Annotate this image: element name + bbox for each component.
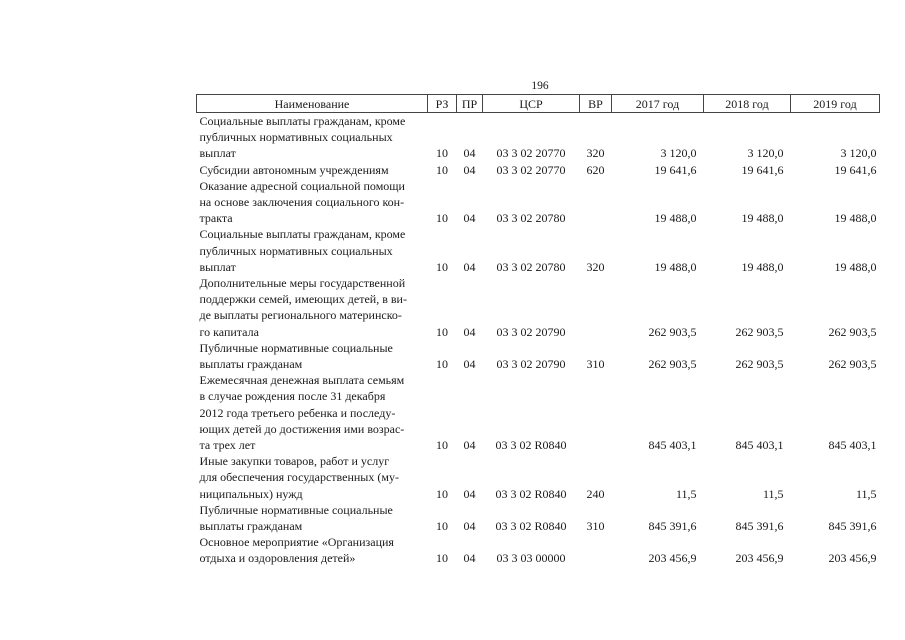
cell-pr: 04 (463, 551, 476, 566)
row-name-line: 2012 года третьего ребенка и последу- (199, 405, 396, 420)
table-row (197, 162, 880, 178)
cell-csr: 03 3 02 R0840 (495, 486, 567, 501)
cell-vr: 320 (586, 259, 605, 274)
cell-2019: 19 488,0 (834, 211, 877, 226)
row-name-line: де выплаты регионального материнско- (199, 308, 402, 323)
table-row (197, 113, 880, 162)
row-name-line: Дополнительные меры государственной (199, 276, 406, 291)
table-row (197, 502, 880, 534)
header-pr: ПР (457, 95, 483, 113)
cell-2018: 262 903,5 (735, 324, 784, 339)
cell-2019: 19 641,6 (834, 162, 877, 177)
cell-pr: 04 (463, 324, 476, 339)
header-csr: ЦСР (483, 95, 580, 113)
header-2018: 2018 год (704, 95, 791, 113)
table-row (197, 453, 880, 502)
row-name-line: Социальные выплаты гражданам, кроме (199, 114, 406, 128)
header-name: Наименование (197, 95, 428, 113)
cell-2018: 3 120,0 (747, 146, 784, 161)
row-name-line: го капитала (199, 324, 259, 339)
cell-2018: 19 488,0 (741, 259, 784, 274)
cell-2019: 11,5 (855, 486, 877, 501)
cell-2019: 19 488,0 (834, 259, 877, 274)
cell-csr: 03 3 02 R0840 (495, 519, 567, 534)
table-row (197, 534, 880, 566)
row-name (197, 162, 428, 178)
row-name-line: Социальные выплаты гражданам, кроме (199, 227, 406, 242)
cell-csr: 03 3 02 R0840 (495, 438, 567, 453)
row-name (197, 534, 428, 566)
cell-pr: 04 (463, 519, 476, 534)
row-name (197, 178, 428, 227)
cell-pr: 04 (463, 259, 476, 274)
row-name-line: Ежемесячная денежная выплата семьям (199, 373, 405, 388)
cell-vr: 310 (586, 357, 605, 372)
cell-rz: 10 (436, 519, 448, 534)
row-name (197, 113, 428, 162)
cell-2018: 845 403,1 (735, 438, 784, 453)
budget-table (196, 94, 880, 567)
cell-vr: 240 (586, 486, 605, 501)
cell-csr: 03 3 03 00000 (496, 551, 566, 566)
table-row (197, 340, 880, 372)
cell-2019: 845 391,6 (828, 519, 877, 534)
row-name-line: поддержки семей, имеющих детей, в ви- (199, 292, 407, 307)
cell-rz: 10 (436, 146, 448, 161)
cell-pr: 04 (463, 211, 476, 226)
row-name-line: Иные закупки товаров, работ и услуг (199, 454, 390, 469)
cell-vr: 310 (586, 519, 605, 534)
table-row (197, 226, 880, 275)
row-name (197, 275, 428, 340)
row-name (197, 226, 428, 275)
cell-pr: 04 (463, 162, 476, 177)
row-name (197, 453, 428, 502)
cell-2017: 19 641,6 (654, 162, 697, 177)
cell-rz: 10 (436, 551, 448, 566)
row-name (197, 372, 428, 453)
table-header-row (197, 95, 880, 113)
table-body (197, 113, 880, 567)
row-name-line: Публичные нормативные социальные (199, 340, 393, 355)
header-2019: 2019 год (791, 95, 880, 113)
cell-2017: 262 903,5 (648, 324, 697, 339)
cell-vr (580, 275, 612, 340)
row-name-line: для обеспечения государственных (му- (199, 470, 399, 485)
row-name-line: Оказание адресной социальной помощи (199, 178, 405, 193)
table-row (197, 275, 880, 340)
header-2017: 2017 год (612, 95, 704, 113)
cell-rz: 10 (436, 259, 448, 274)
row-name-line: та трех лет (199, 438, 256, 453)
row-name-line: ющих детей до достижения ими возрас- (199, 421, 405, 436)
cell-csr: 03 3 02 20770 (496, 162, 566, 177)
cell-pr: 04 (463, 357, 476, 372)
table-row (197, 178, 880, 227)
cell-2018: 262 903,5 (735, 357, 784, 372)
cell-2017: 262 903,5 (648, 357, 697, 372)
row-name (197, 340, 428, 372)
cell-2018: 19 641,6 (741, 162, 784, 177)
cell-pr: 04 (463, 486, 476, 501)
cell-csr: 03 3 02 20770 (496, 146, 566, 161)
cell-vr: 320 (586, 146, 605, 161)
cell-2017: 19 488,0 (654, 211, 697, 226)
cell-2017: 11,5 (675, 486, 697, 501)
row-name-line: выплаты гражданам (199, 357, 303, 372)
row-name-line: ниципальных) нужд (199, 486, 303, 501)
row-name-line: выплат (199, 146, 236, 161)
row-name-line: Субсидии автономным учреждениям (199, 162, 389, 177)
cell-pr: 04 (463, 438, 476, 453)
cell-csr: 03 3 02 20780 (496, 259, 566, 274)
cell-csr: 03 3 02 20780 (496, 211, 566, 226)
row-name-line: публичных нормативных социальных (199, 130, 393, 145)
cell-2019: 3 120,0 (840, 146, 877, 161)
cell-csr: 03 3 02 20790 (496, 324, 566, 339)
row-name-line: в случае рождения после 31 декабря (199, 389, 386, 404)
row-name-line: на основе заключения социального кон- (199, 195, 405, 210)
cell-2019: 203 456,9 (828, 551, 877, 566)
row-name-line: выплат (199, 259, 236, 274)
cell-rz: 10 (436, 357, 448, 372)
row-name-line: тракта (199, 211, 233, 226)
cell-2019: 262 903,5 (828, 324, 877, 339)
cell-2017: 845 403,1 (648, 438, 697, 453)
header-rz: РЗ (428, 95, 457, 113)
table-row (197, 372, 880, 453)
row-name (197, 502, 428, 534)
cell-2019: 845 403,1 (828, 438, 877, 453)
cell-pr: 04 (463, 146, 476, 161)
cell-csr: 03 3 02 20790 (496, 357, 566, 372)
cell-vr (580, 372, 612, 453)
cell-2018: 845 391,6 (735, 519, 784, 534)
cell-vr (580, 178, 612, 227)
header-vr: ВР (580, 95, 612, 113)
cell-2017: 19 488,0 (654, 259, 697, 274)
row-name-line: публичных нормативных социальных (199, 243, 393, 258)
cell-rz: 10 (436, 162, 448, 177)
cell-2017: 845 391,6 (648, 519, 697, 534)
cell-vr: 620 (586, 162, 605, 177)
cell-2017: 203 456,9 (648, 551, 697, 566)
row-name-line: Основное мероприятие «Организация (199, 535, 394, 550)
cell-2019: 262 903,5 (828, 357, 877, 372)
cell-2018: 19 488,0 (741, 211, 784, 226)
row-name-line: отдыха и оздоровления детей» (199, 551, 356, 566)
cell-rz: 10 (436, 438, 448, 453)
cell-vr (580, 534, 612, 566)
cell-rz: 10 (436, 211, 448, 226)
page-number: 196 (531, 80, 549, 92)
row-name-line: Публичные нормативные социальные (199, 502, 393, 517)
row-name-line: выплаты гражданам (199, 519, 303, 534)
cell-rz: 10 (436, 486, 448, 501)
cell-2017: 3 120,0 (660, 146, 697, 161)
cell-2018: 203 456,9 (735, 551, 784, 566)
cell-rz: 10 (436, 324, 448, 339)
cell-2018: 11,5 (762, 486, 784, 501)
